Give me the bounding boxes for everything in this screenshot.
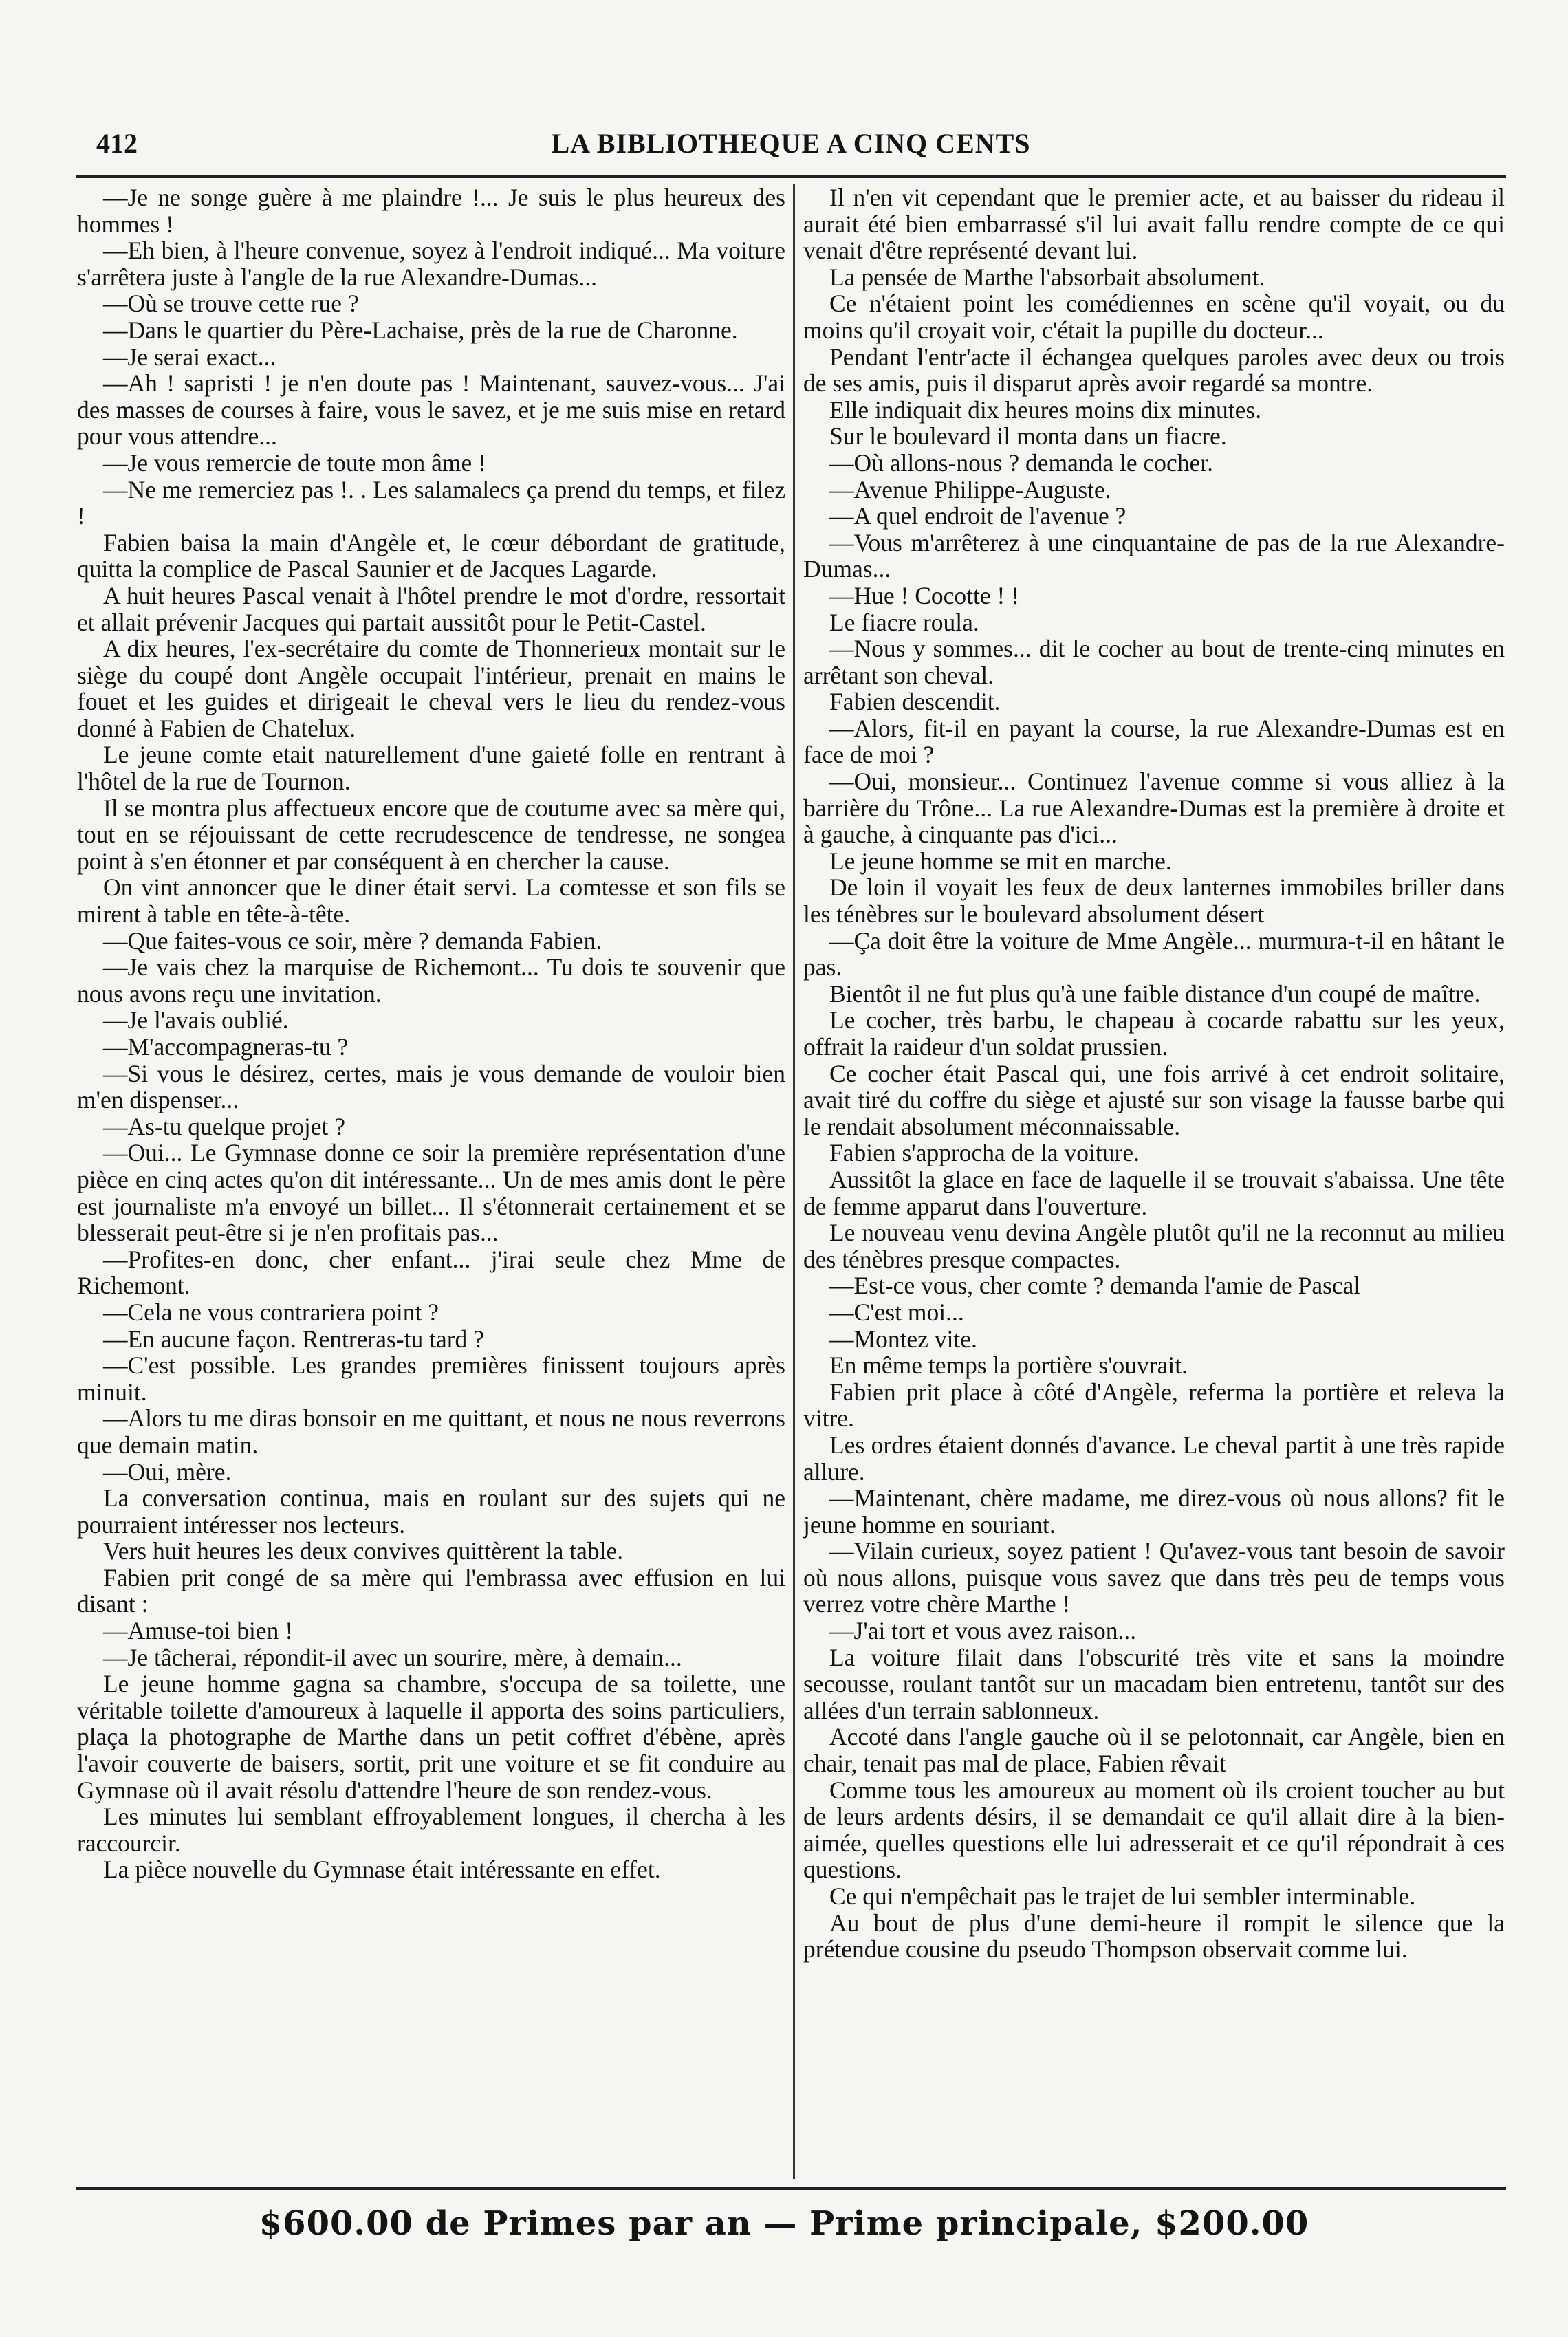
header-rule — [76, 175, 1506, 178]
paragraph: Comme tous les amoureux au moment où ils croient toucher au but de leurs ardents désirs, il se demandait ce qu'il allait dire à la bien-aimée, quelles questions elle lui adresserait et ce qu'il répondrait à ces questions. — [803, 1776, 1505, 1884]
paragraph: Il se montra plus affectueux encore que de coutume avec sa mère qui, tout en se réjouissant de cette recrudescence de tendresse, ne songea point à s'en étonner et par conséquent à en chercher la cause. — [77, 794, 785, 875]
page-number: 412 — [96, 128, 138, 159]
paragraph: —Je ne songe guère à me plaindre !... Je suis le plus heureux des hommes ! — [77, 184, 785, 238]
paragraph: —Dans le quartier du Père-Lachaise, près de la rue de Charonne. — [103, 316, 738, 344]
paragraph: —Montez vite. — [829, 1325, 977, 1353]
right-column — [803, 184, 1505, 2179]
paragraph: —En aucune façon. Rentreras-tu tard ? — [103, 1325, 484, 1353]
paragraph: La pensée de Marthe l'absorbait absolument. — [829, 263, 1265, 291]
paragraph: A huit heures Pascal venait à l'hôtel prendre le mot d'ordre, ressortait et allait prévenir Jacques qui partait aussitôt pour le Petit-Castel. — [77, 581, 785, 636]
paragraph: —Avenue Philippe-Auguste. — [829, 475, 1111, 503]
paragraph: —J'ai tort et vous avez raison... — [829, 1617, 1137, 1645]
paragraph: —Profites-en donc, cher enfant... j'irai seule chez Mme de Richemont. — [77, 1245, 785, 1300]
left-column — [77, 184, 785, 2179]
paragraph: —Je l'avais oublié. — [103, 1006, 289, 1034]
paragraph: —Hue ! Cocotte ! ! — [829, 581, 1020, 609]
paragraph: Fabien baisa la main d'Angèle et, le cœur débordant de gratitude, quitta la complice de Pascal Saunier et de Jacques Lagarde. — [77, 528, 785, 583]
paragraph: La conversation continua, mais en roulant sur des sujets qui ne pourraient intéresser nos lecteurs. — [77, 1484, 785, 1539]
paragraph: —Ah ! sapristi ! je n'en doute pas ! Maintenant, sauvez-vous... J'ai des masses de courses à faire, vous le savez, et je me suis mise en retard pour vous attendre... — [77, 369, 785, 450]
paragraph: —Si vous le désirez, certes, mais je vous demande de vouloir bien m'en dispenser... — [77, 1059, 785, 1114]
footer-rule — [76, 2187, 1506, 2190]
paragraph: Pendant l'entr'acte il échangea quelques paroles avec deux ou trois de ses amis, puis il disparut après avoir regardé sa montre. — [803, 343, 1505, 398]
paragraph: —Je vais chez la marquise de Richemont... Tu dois te souvenir que nous avons reçu une invitation. — [77, 953, 785, 1008]
paragraph: —Que faites-vous ce soir, mère ? demanda Fabien. — [103, 926, 602, 955]
paragraph: —Ne me remerciez pas !. . Les salamalecs ça prend du temps, et filez ! — [77, 475, 785, 530]
running-title: LA BIBLIOTHEQUE A CINQ CENTS — [551, 128, 1031, 159]
paragraph: —Vilain curieux, soyez patient ! Qu'avez-vous tant besoin de savoir où nous allons, puisque vous savez que dans très peu de temps vous verrez votre chère Marthe ! — [803, 1537, 1505, 1618]
paragraph: Aussitôt la glace en face de laquelle il se trouvait s'abaissa. Une tête de femme apparut dans l'ouverture. — [803, 1165, 1505, 1220]
paragraph: Fabien descendit. — [829, 688, 1001, 716]
paragraph: —As-tu quelque projet ? — [103, 1112, 345, 1140]
paragraph: On vint annoncer que le diner était servi. La comtesse et son fils se mirent à table en tête-à-tête. — [77, 873, 785, 928]
paragraph: —Ça doit être la voiture de Mme Angèle... murmura-t-il en hâtant le pas. — [803, 926, 1505, 981]
paragraph: —Vous m'arrêterez à une cinquantaine de pas de la rue Alexandre-Dumas... — [803, 528, 1505, 583]
paragraph: Le cocher, très barbu, le chapeau à cocarde rabattu sur les yeux, offrait la raideur d'un soldat prussien. — [803, 1006, 1505, 1061]
paragraph: —C'est moi... — [829, 1298, 964, 1326]
paragraph: —Oui... Le Gymnase donne ce soir la première représentation d'une pièce en cinq actes qu'on dit intéressante... Un de mes amis dont le père est journaliste m'a envoyé un billet... Il s'étonnerait certainement et se blesserait peut-être si je n'en profitais pas... — [77, 1139, 785, 1247]
paragraph: —Alors tu me diras bonsoir en me quittant, et nous ne nous reverrons que demain matin. — [77, 1404, 785, 1459]
paragraph: Fabien s'approcha de la voiture. — [829, 1139, 1140, 1167]
paragraph: —Je serai exact... — [103, 343, 276, 371]
paragraph: —Alors, fit-il en payant la course, la rue Alexandre-Dumas est en face de moi ? — [803, 714, 1505, 769]
paragraph: —M'accompagneras-tu ? — [103, 1033, 349, 1061]
paragraph: Au bout de plus d'une demi-heure il rompit le silence que la prétendue cousine du pseudo Thompson observait comme lui. — [803, 1909, 1505, 1964]
paragraph: Sur le boulevard il monta dans un fiacre. — [829, 422, 1227, 450]
paragraph: —Cela ne vous contrariera point ? — [103, 1298, 439, 1326]
paragraph: Bientôt il ne fut plus qu'à une faible distance d'un coupé de maître. — [829, 979, 1481, 1008]
paragraph: —Maintenant, chère madame, me direz-vous où nous allons? fit le jeune homme en souriant. — [803, 1484, 1505, 1539]
paragraph: La voiture filait dans l'obscurité très vite et sans la moindre secousse, roulant tantôt sur un macadam bien entretenu, tantôt sur des allées d'un terrain sablonneux. — [803, 1643, 1505, 1724]
paragraph: Le jeune homme gagna sa chambre, s'occupa de sa toilette, une véritable toilette d'amoureux à laquelle il apporta des soins particuliers, plaça la photographe de Marthe dans un petit coffret d'ébène, après l'avoir couverte de baisers, sortit, prit une voiture et se fit conduire au Gymnase où il avait résolu d'attendre l'heure de son rendez-vous. — [77, 1670, 785, 1804]
paragraph: —Où se trouve cette rue ? — [103, 290, 359, 318]
paragraph: Le fiacre roula. — [829, 608, 979, 636]
paragraph: —Eh bien, à l'heure convenue, soyez à l'endroit indiqué... Ma voiture s'arrêtera juste à l'angle de la rue Alexandre-Dumas... — [77, 237, 785, 291]
paragraph: La pièce nouvelle du Gymnase était intéressante en effet. — [103, 1856, 661, 1884]
paragraph: Le jeune homme se mit en marche. — [829, 847, 1172, 875]
paragraph: Le jeune comte etait naturellement d'une gaieté folle en rentrant à l'hôtel de la rue de Tournon. — [77, 741, 785, 796]
paragraph: —Nous y sommes... dit le cocher au bout de trente-cinq minutes en arrêtant son cheval. — [803, 635, 1505, 689]
paragraph: —Je vous remercie de toute mon âme ! — [103, 448, 486, 477]
paragraph: En même temps la portière s'ouvrait. — [829, 1351, 1188, 1380]
footer-banner: $600.00 de Primes par an — Prime principale, $200.00 — [259, 2204, 1309, 2243]
paragraph: —Oui, monsieur... Continuez l'avenue comme si vous alliez à la barrière du Trône... La rue Alexandre-Dumas est la première à droite et à gauche, à cinquante pas d'ici... — [803, 768, 1505, 849]
paragraph: Il n'en vit cependant que le premier acte, et au baisser du rideau il aurait été bien embarrassé s'il lui avait fallu rendre compte de ce qui venait d'être représenté devant lui. — [803, 184, 1505, 265]
paragraph: Les ordres étaient donnés d'avance. Le cheval partit à une très rapide allure. — [803, 1431, 1505, 1486]
paragraph: —C'est possible. Les grandes premières finissent toujours après minuit. — [77, 1351, 785, 1406]
paragraph: Les minutes lui semblant effroyablement longues, il chercha à les raccourcir. — [77, 1803, 785, 1857]
paragraph: Le nouveau venu devina Angèle plutôt qu'il ne la reconnut au milieu des ténèbres presque compactes. — [803, 1219, 1505, 1273]
paragraph: Accoté dans l'angle gauche où il se pelotonnait, car Angèle, bien en chair, tenait pas mal de place, Fabien rêvait — [803, 1723, 1505, 1778]
paragraph: —A quel endroit de l'avenue ? — [829, 502, 1126, 530]
paragraph: Ce cocher était Pascal qui, une fois arrivé à cet endroit solitaire, avait tiré du coffre du siège et ajusté sur son visage la fausse barbe qui le rendait absolument méconnaissable. — [803, 1059, 1505, 1140]
paragraph: Ce n'étaient point les comédiennes en scène qu'il voyait, ou du moins qu'il croyait voir, c'était la pupille du docteur... — [803, 290, 1505, 344]
paragraph: Fabien prit place à côté d'Angèle, referma la portière et releva la vitre. — [803, 1378, 1505, 1433]
paragraph: Ce qui n'empêchait pas le trajet de lui sembler interminable. — [829, 1882, 1416, 1910]
paragraph: —Je tâcherai, répondit-il avec un sourire, mère, à demain... — [103, 1643, 682, 1671]
page-header — [83, 127, 1499, 169]
paragraph: —Où allons-nous ? demanda le cocher. — [829, 448, 1213, 477]
paragraph: Vers huit heures les deux convives quittèrent la table. — [103, 1537, 624, 1565]
paragraph: —Est-ce vous, cher comte ? demanda l'amie de Pascal — [829, 1272, 1361, 1300]
column-divider — [793, 184, 795, 2179]
paragraph: Fabien prit congé de sa mère qui l'embrassa avec effusion en lui disant : — [77, 1563, 785, 1618]
paragraph: —Amuse-toi bien ! — [103, 1617, 294, 1645]
paragraph: A dix heures, l'ex-secrétaire du comte de Thonnerieux montait sur le siège du coupé dont Angèle occupait l'intérieur, prenait en mains le fouet et les guides et dirigeait le cheval vers le lieu du rendez-vous donné à Fabien de Chatelux. — [77, 635, 785, 742]
paragraph: Elle indiquait dix heures moins dix minutes. — [829, 395, 1262, 424]
paragraph: —Oui, mère. — [103, 1457, 232, 1486]
paragraph: De loin il voyait les feux de deux lanternes immobiles briller dans les ténèbres sur le boulevard absolument désert — [803, 873, 1505, 928]
